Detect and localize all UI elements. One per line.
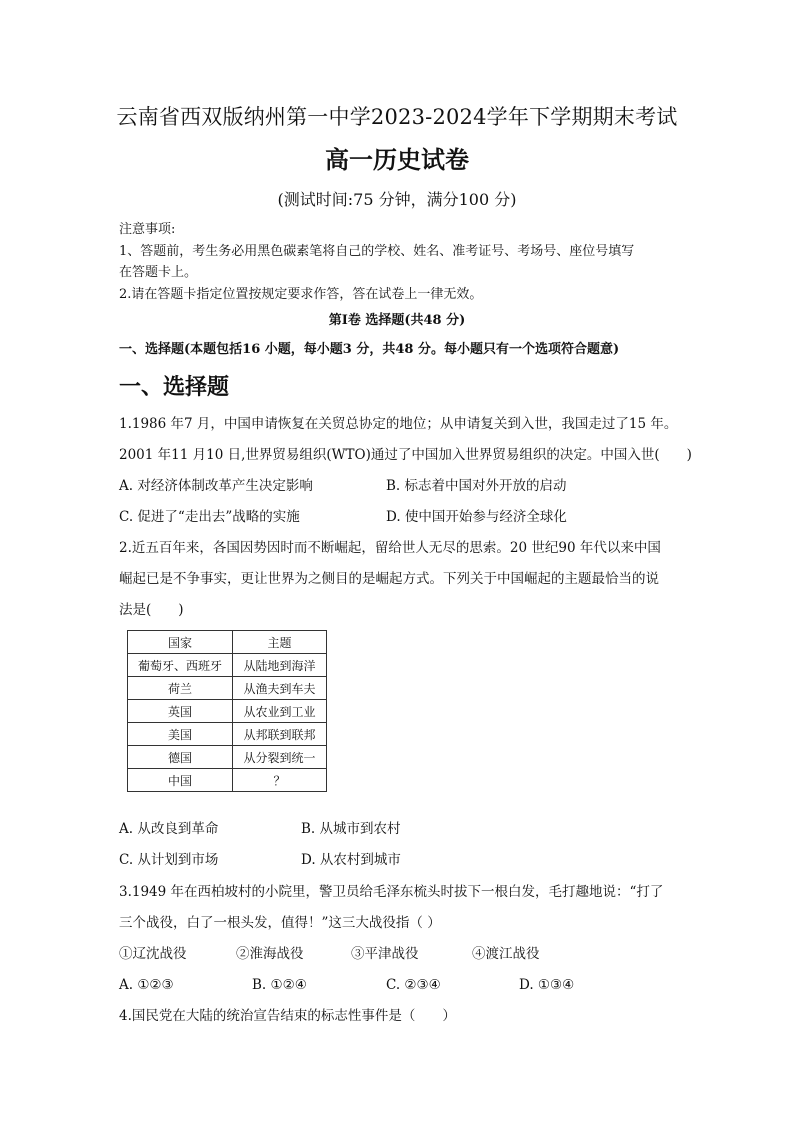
part-title: 第Ⅰ卷 选择题(共48 分) bbox=[328, 313, 466, 328]
q2-option-b: B. 从城市到农村 bbox=[301, 821, 401, 837]
q2-option-c: C. 从计划到市场 bbox=[119, 852, 219, 868]
q3-option-d: D. ①③④ bbox=[519, 977, 575, 993]
section-instruction: 一、选择题(本题包括16 小题，每小题3 分，共48 分。每小题只有一个选项符合题意) bbox=[119, 342, 620, 357]
q3-option-a: A. ①②③ bbox=[119, 977, 174, 993]
table-cell: 从农业到工业 bbox=[233, 700, 327, 723]
q2-line-3: 法是( ) bbox=[119, 602, 184, 618]
table-cell: 从陆地到海洋 bbox=[233, 654, 327, 677]
q2-option-d: D. 从农村到城市 bbox=[301, 852, 401, 868]
notes-line-1a: 1、答题前，考生务必用黑色碳素笔将自己的学校、姓名、准考证号、考场号、座位号填写 bbox=[119, 244, 635, 259]
q1-option-c: C. 促进了“走出去”战略的实施 bbox=[119, 509, 300, 525]
table-row bbox=[128, 700, 327, 723]
q3-line-1: 3.1949 年在西柏坡村的小院里，警卫员给毛泽东梳头时拔下一根白发，毛打趣地说：“打了 bbox=[119, 884, 664, 900]
table-cell: 葡萄牙、西班牙 bbox=[128, 654, 233, 677]
table-row bbox=[128, 769, 327, 792]
notes-line-1b: 在答题卡上。 bbox=[119, 265, 198, 280]
section-heading: 一、选择题 bbox=[119, 374, 230, 400]
table-cell: 德国 bbox=[128, 746, 233, 769]
exam-subtitle: 高一历史试卷 bbox=[325, 145, 469, 174]
notes-line-2: 2.请在答题卡指定位置按规定要求作答，答在试卷上一律无效。 bbox=[119, 287, 483, 302]
q1-line-2: 2001 年11 月10 日,世界贸易组织(WTO)通过了中国加入世界贸易组织的决定。中国入世( ) bbox=[119, 447, 692, 463]
q2-line-1: 2.近五百年来，各国因势因时而不断崛起，留给世人无尽的思索。20 世纪90 年代以来中国 bbox=[119, 540, 661, 556]
table-cell: 从渔夫到车夫 bbox=[233, 677, 327, 700]
q4-line-1: 4.国民党在大陆的统治宣告结束的标志性事件是（ ） bbox=[119, 1008, 456, 1024]
q1-option-a: A. 对经济体制改革产生决定影响 bbox=[119, 478, 313, 494]
q3-item-2: ②淮海战役 bbox=[236, 946, 304, 962]
table-cell: 荷兰 bbox=[128, 677, 233, 700]
exam-time-info: (测试时间:75 分钟，满分100 分) bbox=[277, 190, 517, 209]
table-row bbox=[128, 654, 327, 677]
table-cell: 美国 bbox=[128, 723, 233, 746]
table-row bbox=[128, 723, 327, 746]
q3-item-4: ④渡江战役 bbox=[472, 946, 540, 962]
table-row bbox=[128, 677, 327, 700]
q3-item-1: ①辽沈战役 bbox=[119, 946, 187, 962]
q2-option-a: A. 从改良到革命 bbox=[119, 821, 219, 837]
table-row bbox=[128, 746, 327, 769]
q2-line-2: 崛起已是不争事实，更让世界为之侧目的是崛起方式。下列关于中国崛起的主题最恰当的说 bbox=[119, 571, 659, 587]
q3-item-3: ③平津战役 bbox=[351, 946, 419, 962]
q3-option-c: C. ②③④ bbox=[386, 977, 441, 993]
table-cell: 中国 bbox=[128, 769, 233, 792]
q3-option-b: B. ①②④ bbox=[252, 977, 307, 993]
table-cell: ？ bbox=[233, 769, 327, 792]
q3-line-2: 三个战役，白了一根头发，值得！”这三大战役指（ ） bbox=[119, 915, 441, 931]
table-cell: 从分裂到统一 bbox=[233, 746, 327, 769]
q1-option-d: D. 使中国开始参与经济全球化 bbox=[386, 509, 567, 525]
table-header-row bbox=[128, 631, 327, 654]
exam-title: 云南省西双版纳州第一中学2023-2024学年下学期期末考试 bbox=[116, 105, 678, 129]
q1-option-b: B. 标志着中国对外开放的启动 bbox=[386, 478, 567, 494]
table-header-cell: 国家 bbox=[128, 631, 233, 654]
q1-line-1: 1.1986 年7 月，中国申请恢复在关贸总协定的地位；从申请复关到入世，我国走过了15 年。 bbox=[119, 416, 678, 432]
table-cell: 从邦联到联邦 bbox=[233, 723, 327, 746]
table-header-cell: 主题 bbox=[233, 631, 327, 654]
notes-heading: 注意事项: bbox=[119, 222, 176, 237]
q2-table bbox=[127, 630, 327, 792]
table-cell: 英国 bbox=[128, 700, 233, 723]
